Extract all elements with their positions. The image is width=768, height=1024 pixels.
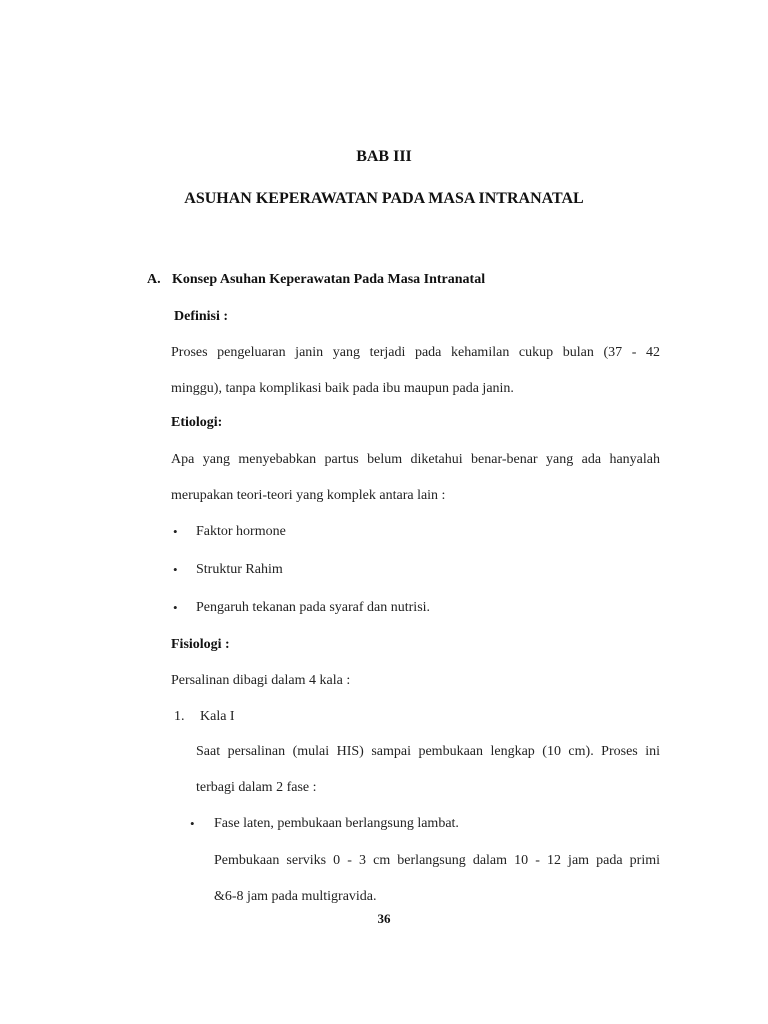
etiologi-line-1: Apa yang menyebabkan partus belum diketahui benar-benar yang ada hanyalah	[171, 452, 660, 467]
section-marker: A.	[147, 272, 161, 287]
fisiologi-label: Fisiologi :	[171, 637, 230, 652]
definisi-label: Definisi :	[174, 309, 229, 324]
etiologi-bullet-3: Pengaruh tekanan pada syaraf dan nutrisi.	[196, 600, 431, 615]
section-heading: Konsep Asuhan Keperawatan Pada Masa Intranatal	[172, 272, 486, 287]
etiologi-line-2: merupakan teori-teori yang komplek antara lain :	[171, 488, 446, 503]
bullet-icon: •	[190, 816, 195, 831]
etiologi-bullet-1: Faktor hormone	[196, 524, 286, 539]
bullet-icon: •	[173, 600, 178, 615]
kala-desc-line-2: terbagi dalam 2 fase :	[196, 780, 317, 795]
fase-laten-line-2: &6-8 jam pada multigravida.	[214, 889, 377, 904]
definisi-line-2: minggu), tanpa komplikasi baik pada ibu maupun pada janin.	[171, 381, 514, 396]
kala-label: Kala I	[200, 709, 235, 724]
fisiologi-intro: Persalinan dibagi dalam 4 kala :	[171, 673, 351, 688]
kala-desc-line-1: Saat persalinan (mulai HIS) sampai pembukaan lengkap (10 cm). Proses ini	[196, 744, 660, 759]
bullet-icon: •	[173, 524, 178, 539]
page-number: 36	[377, 911, 391, 926]
chapter-number: BAB III	[356, 148, 412, 165]
kala-number: 1.	[174, 709, 185, 724]
etiologi-bullet-2: Struktur Rahim	[196, 562, 283, 577]
fase-laten-line-1: Pembukaan serviks 0 - 3 cm berlangsung dalam 10 - 12 jam pada primi	[214, 853, 660, 868]
bullet-icon: •	[173, 562, 178, 577]
chapter-title: ASUHAN KEPERAWATAN PADA MASA INTRANATAL	[184, 190, 584, 207]
etiologi-label: Etiologi:	[171, 415, 223, 430]
definisi-line-1: Proses pengeluaran janin yang terjadi pada kehamilan cukup bulan (37 - 42	[171, 345, 660, 360]
fase-laten-label: Fase laten, pembukaan berlangsung lambat.	[214, 816, 459, 831]
